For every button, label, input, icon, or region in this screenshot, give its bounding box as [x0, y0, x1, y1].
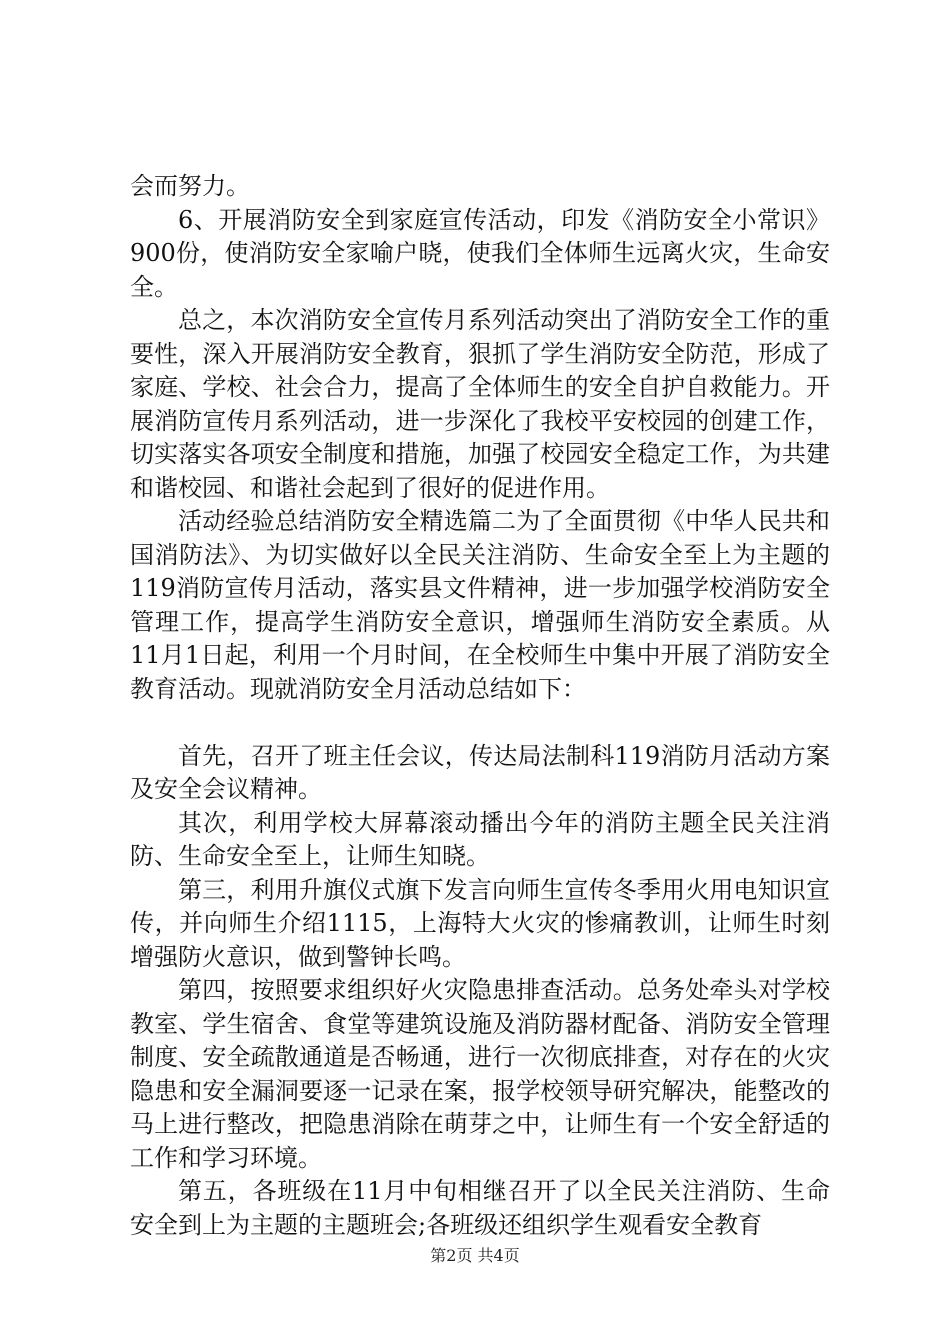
page-footer: 第2页 共4页 — [430, 1246, 520, 1265]
paragraph-summary: 总之，本次消防安全宣传月系列活动突出了消防安全工作的重要性，深入开展消防安全教育，狠抓了学生消防安全防范，形成了家庭、学校、社会合力，提高了全体师生的安全自护自救能力。开展消防宣传月系列活动，进一步深化了我校平安校园的创建工作，切实落实各项安全制度和措施，加强了校园安全稳定工作，为共建和谐校园、和谐社会起到了很好的促进作用。 — [130, 306, 830, 502]
paragraph-fourth: 第四，按照要求组织好火灾隐患排查活动。总务处牵头对学校教室、学生宿舍、食堂等建筑设施及消防器材配备、消防安全管理制度、安全疏散通道是否畅通，进行一次彻底排查，对存在的火灾隐患和安全漏洞要逐一记录在案，报学校领导研究解决，能整改的马上进行整改，把隐患消除在萌芽之中，让师生有一个安全舒适的工作和学习环境。 — [130, 976, 830, 1172]
paragraph-third: 第三，利用升旗仪式旗下发言向师生宣传冬季用火用电知识宣传，并向师生介绍1115，上海特大火灾的惨痛教训，让师生时刻增强防火意识，做到警钟长鸣。 — [130, 875, 830, 971]
paragraph-first: 首先，召开了班主任会议，传达局法制科119消防月活动方案及安全会议精神。 — [130, 741, 830, 803]
paragraph-continuation: 会而努力。 — [130, 172, 250, 200]
blank-line — [130, 706, 830, 740]
paragraph-item-6: 6、开展消防安全到家庭宣传活动，印发《消防安全小常识》900份，使消防安全家喻户晓，使我们全体师生远离火灾，生命安全。 — [130, 205, 830, 301]
paragraph-fifth: 第五，各班级在11月中旬相继召开了以全民关注消防、生命安全到上为主题的主题班会;各班级还组织学生观看安全教育 — [130, 1177, 830, 1239]
paragraph-part-two-intro: 活动经验总结消防安全精选篇二为了全面贯彻《中华人民共和国消防法》、为切实做好以全民关注消防、生命安全至上为主题的119消防宣传月活动，落实县文件精神，进一步加强学校消防安全管理工作，提高学生消防安全意识，增强师生消防安全素质。从11月1日起，利用一个月时间，在全校师生中集中开展了消防安全教育活动。现就消防安全月活动总结如下： — [130, 507, 830, 703]
document-body — [130, 170, 830, 1242]
paragraph-second: 其次，利用学校大屏幕滚动播出今年的消防主题全民关注消防、生命安全至上，让师生知晓。 — [130, 808, 830, 870]
